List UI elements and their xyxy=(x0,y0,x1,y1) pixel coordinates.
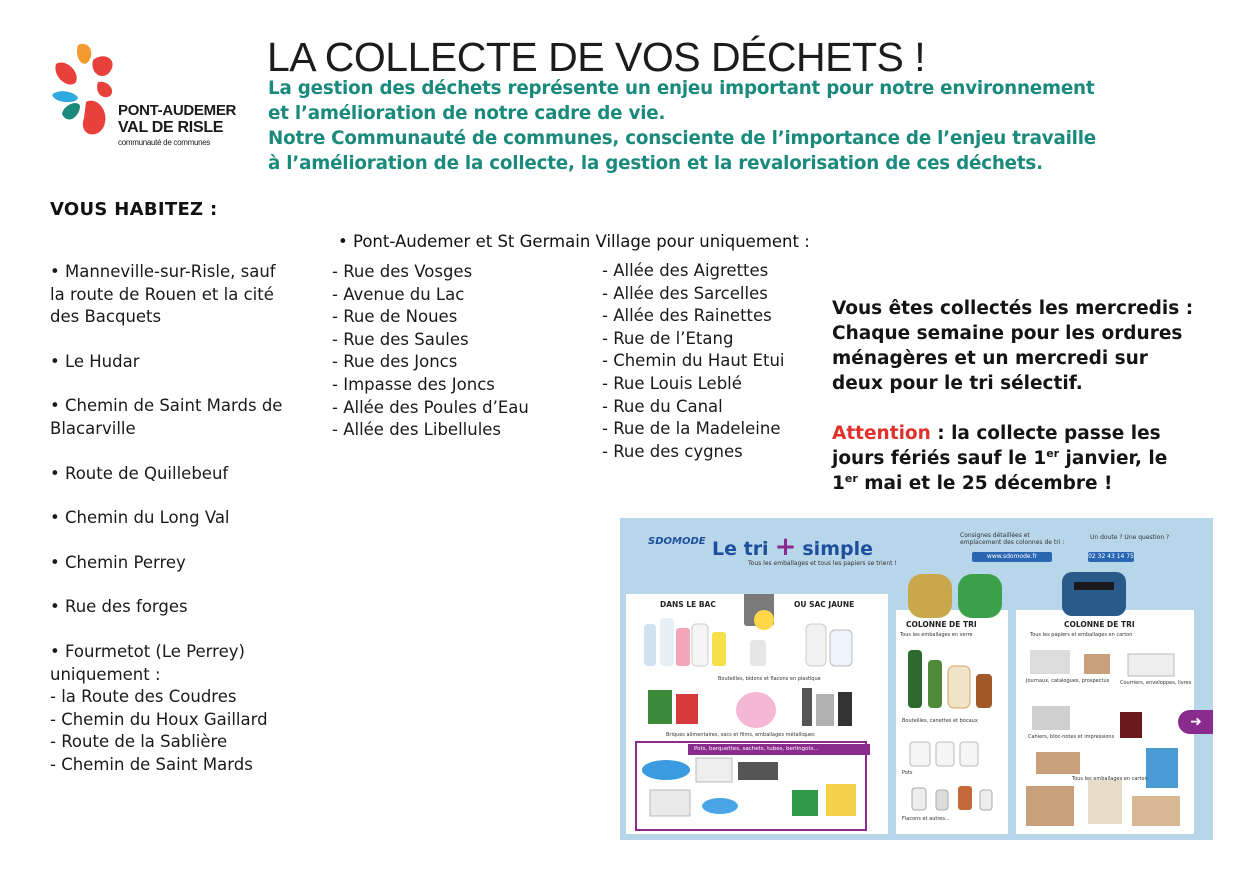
paper-container-icon xyxy=(1060,566,1130,616)
packaging-illustration-icon xyxy=(626,594,888,834)
sac-label: OU SAC JAUNE xyxy=(794,600,855,609)
arrow-right-icon: ➜ xyxy=(1178,710,1213,734)
attention-line xyxy=(832,421,1232,446)
attention-word: Attention xyxy=(832,423,931,444)
poster-headline-a: Le tri xyxy=(712,538,769,560)
street-item: - Allée des Rainettes xyxy=(602,306,772,326)
list-item-line: - Chemin du Houx Gaillard xyxy=(50,709,268,729)
info-line: deux pour le tri sélectif. xyxy=(832,373,1083,394)
ordinal-suffix: er xyxy=(844,471,858,485)
poster-headline xyxy=(712,532,873,562)
street-item: - Avenue du Lac xyxy=(332,284,465,304)
attention-line xyxy=(832,446,1232,471)
street-item: - Rue de l’Etang xyxy=(602,328,734,348)
list-item-line: - la Route des Coudres xyxy=(50,687,237,707)
intro-line: La gestion des déchets représente un enjeu important pour notre environnement xyxy=(268,78,1095,99)
pont-audemer-heading: • Pont-Audemer et St Germain Village pour uniquement : xyxy=(338,232,810,251)
street-item: - Allée des Libellules xyxy=(332,420,502,440)
plus-strip: Pots, barquettes, sachets, tubes, berlingots... xyxy=(688,744,870,755)
caption-verre: Bouteilles, canettes et bocaux xyxy=(902,718,978,724)
verre-panel xyxy=(896,610,1008,834)
list-item-line: - Route de la Sablière xyxy=(50,732,228,752)
list-item xyxy=(50,261,320,329)
list-item xyxy=(50,395,320,440)
attention-line xyxy=(832,471,1232,496)
street-item: - Rue des cygnes xyxy=(602,441,743,461)
list-item xyxy=(50,463,320,486)
street-item: - Chemin du Haut Etui xyxy=(602,351,785,371)
ordinal-suffix: er xyxy=(1046,446,1060,460)
colonne-verre-label: COLONNE DE TRI xyxy=(906,620,977,629)
street-list-b xyxy=(602,260,785,463)
colonne-papier-sub: Tous les papiers et emballages en carton xyxy=(1030,632,1133,638)
attention-text: jours fériés sauf le 1 xyxy=(832,448,1047,469)
caption-carton: Tous les emballages en carton xyxy=(1072,776,1148,782)
colonne-papier-label: COLONNE DE TRI xyxy=(1064,620,1135,629)
street-item: - Rue de la Madeleine xyxy=(602,419,781,439)
list-item-line: des Bacquets xyxy=(50,307,162,327)
street-item: - Rue des Saules xyxy=(332,329,469,349)
list-item xyxy=(50,596,320,619)
logo-name-line2: VAL DE RISLE xyxy=(118,119,224,136)
caption-bouteilles: Bouteilles, bidons et flacons en plastique xyxy=(718,676,821,682)
list-item-line: • Chemin du Long Val xyxy=(50,508,230,528)
paper-illustration-icon xyxy=(1016,610,1194,834)
logo-flower-icon xyxy=(48,40,128,150)
poster-headline-b: simple xyxy=(802,538,873,560)
intro-paragraph xyxy=(268,76,1208,176)
bac-panel xyxy=(626,594,888,834)
poster-question: Un doute ? Une question ? xyxy=(1090,534,1170,541)
caption-cahiers: Cahiers, bloc-notes et impressions xyxy=(1028,734,1115,740)
list-item-line: - Chemin de Saint Mards xyxy=(50,754,253,774)
info-line: ménagères et un mercredi sur xyxy=(832,348,1148,369)
sorting-poster xyxy=(620,518,1213,840)
street-item: - Allée des Aigrettes xyxy=(602,261,769,280)
attention-text: 1 xyxy=(832,473,845,494)
logo xyxy=(48,40,238,150)
street-list-a xyxy=(332,261,529,442)
intro-line: à l’amélioration de la collecte, la gestion et la revalorisation de ces déchets. xyxy=(268,153,1043,174)
plus-icon: + xyxy=(774,532,797,562)
attention-text: : la collecte passe les xyxy=(930,423,1161,444)
street-item: - Rue des Joncs xyxy=(332,352,458,372)
papier-panel xyxy=(1016,610,1194,834)
poster-brand: SDOMODE xyxy=(648,536,706,547)
list-item xyxy=(50,351,320,374)
list-item xyxy=(50,552,320,575)
caption-journaux: Journaux, catalogues, prospectus xyxy=(1026,678,1110,684)
poster-subtitle: Tous les emballages et tous les papiers se trient ! xyxy=(748,560,897,567)
collection-info xyxy=(832,296,1232,496)
bac-label: DANS LE BAC xyxy=(660,600,716,609)
attention-text: janvier, le xyxy=(1059,448,1168,469)
intro-line: Notre Communauté de communes, consciente de l’importance de l’enjeu travaille xyxy=(268,128,1096,149)
street-item: - Allée des Sarcelles xyxy=(602,283,768,303)
list-item-line: Blacarville xyxy=(50,418,136,438)
attention-text: mai et le 25 décembre ! xyxy=(857,473,1113,494)
logo-name-line1: PONT-AUDEMER xyxy=(118,102,237,119)
list-item xyxy=(50,507,320,530)
caption-courriers: Courriers, enveloppes, livres xyxy=(1120,680,1192,686)
glass-container-icon xyxy=(902,568,1012,618)
street-item: - Allée des Poules d’Eau xyxy=(332,397,529,417)
street-item: - Impasse des Joncs xyxy=(332,374,495,394)
street-item: - Rue du Canal xyxy=(602,396,723,416)
logo-tagline: communauté de communes xyxy=(118,138,211,147)
info-line: Vous êtes collectés les mercredis : xyxy=(832,298,1194,319)
locality-list xyxy=(50,261,320,799)
list-item-line: • Chemin Perrey xyxy=(50,552,186,572)
list-item-line: • Route de Quillebeuf xyxy=(50,463,229,483)
intro-line: et l’amélioration de notre cadre de vie. xyxy=(268,103,666,124)
caption-briques: Briques alimentaires, sacs et films, emballages métalliques xyxy=(666,732,815,738)
caption-pots: Pots xyxy=(902,770,913,776)
page-title: LA COLLECTE DE VOS DÉCHETS ! xyxy=(267,34,926,80)
list-item-line: uniquement : xyxy=(50,664,161,684)
info-line: Chaque semaine pour les ordures xyxy=(832,323,1183,344)
street-item: - Rue de Noues xyxy=(332,307,458,327)
caption-flacons: Flacons et autres... xyxy=(902,816,950,822)
list-item-line: • Rue des forges xyxy=(50,597,188,617)
list-item xyxy=(50,641,320,777)
colonne-verre-sub: Tous les emballages en verre xyxy=(900,632,973,638)
list-item-line: • Le Hudar xyxy=(50,351,140,371)
list-item-line: • Chemin de Saint Mards de xyxy=(50,396,283,416)
list-item-line: la route de Rouen et la cité xyxy=(50,284,274,304)
street-item: - Rue Louis Leblé xyxy=(602,373,742,393)
poster-website: www.sdomode.fr xyxy=(972,552,1052,562)
poster-consignes: Consignes détaillées et emplacement des colonnes de tri : xyxy=(960,532,1065,546)
street-item: - Rue des Vosges xyxy=(332,262,473,281)
poster-phone: 02 32 43 14 75 xyxy=(1088,553,1134,560)
list-item-line: • Manneville-sur-Risle, sauf xyxy=(50,262,276,281)
list-item-line: • Fourmetot (Le Perrey) xyxy=(50,641,245,661)
section-heading: VOUS HABITEZ : xyxy=(50,199,218,220)
